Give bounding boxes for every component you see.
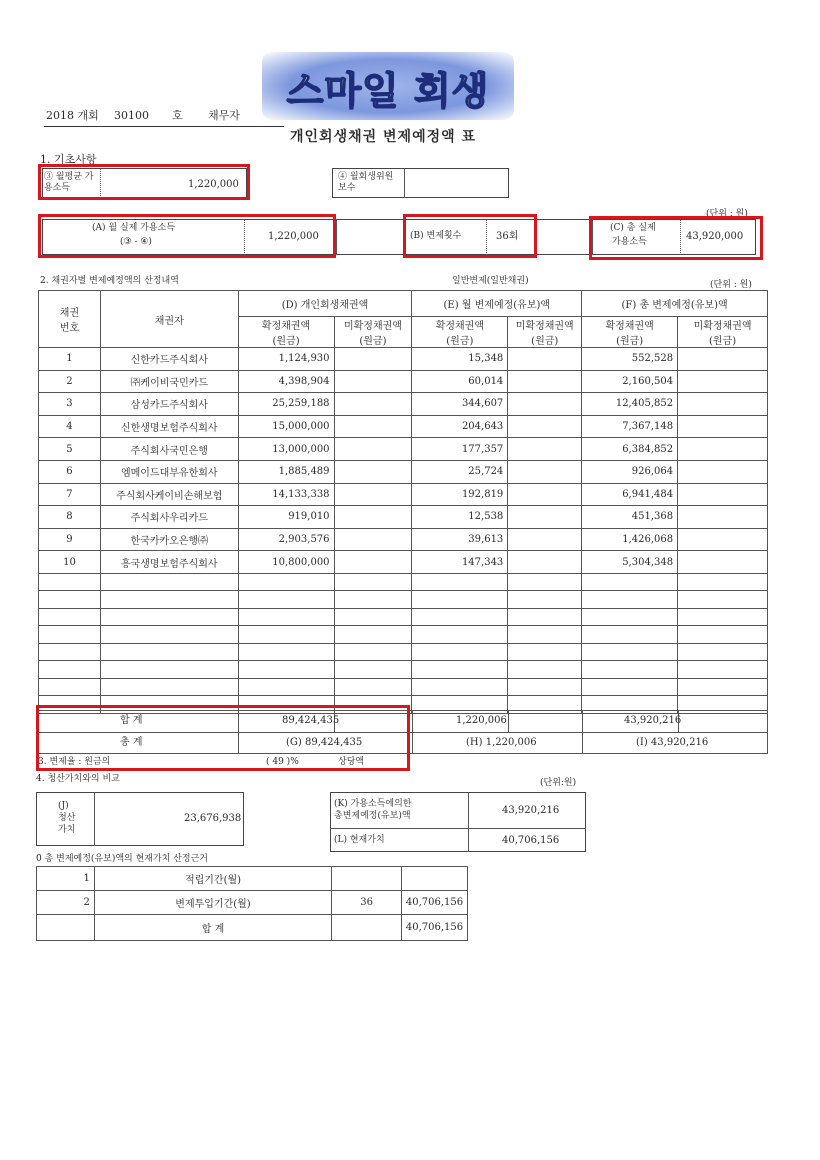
f-unconfirmed: 미확정채권액 [693, 321, 752, 332]
empty-cell [100, 608, 238, 626]
row-e-unconfirmed [508, 460, 582, 483]
empty-cell [508, 608, 582, 626]
section1-title: 1. 기초사항 [40, 153, 97, 166]
sum-e: 1,220,006 [456, 715, 507, 726]
row-f-confirmed: 451,368 [582, 506, 678, 529]
section3-label: 3. 변제율 : 원금의 [38, 757, 111, 767]
k-label: (K) 가용소득에의한 [334, 799, 412, 809]
present-value-table [36, 866, 468, 941]
c-label: (C) 총 실제 [610, 223, 656, 233]
empty-cell [678, 678, 768, 696]
empty-cell [412, 643, 508, 661]
row-d-confirmed: 919,010 [238, 506, 334, 529]
d-unconfirmed-won: (원금) [359, 336, 387, 347]
d-confirmed: 확정채권액 [261, 321, 311, 332]
row-f-unconfirmed [678, 348, 768, 371]
c-value: 43,920,000 [686, 231, 744, 242]
empty-cell [334, 573, 412, 591]
total-i: (I) 43,920,216 [636, 737, 709, 748]
row-d-unconfirmed [334, 438, 412, 461]
a-formula: (③ - ④) [120, 237, 152, 247]
header-rule [44, 126, 284, 127]
row-d-confirmed: 1,124,930 [238, 348, 334, 371]
empty-cell [412, 626, 508, 644]
row-e-unconfirmed [508, 483, 582, 506]
row-f-confirmed: 5,304,348 [582, 551, 678, 574]
empty-row [39, 643, 768, 661]
empty-cell [334, 661, 412, 679]
col-no-label: 채권 [59, 308, 80, 319]
empty-row [39, 608, 768, 626]
row-no: 5 [39, 438, 101, 461]
pv-row2-value: 40,706,156 [402, 891, 468, 915]
table-row [39, 460, 768, 483]
empty-row [39, 661, 768, 679]
row-no: 1 [39, 348, 101, 371]
year-label: 2018 개회 [46, 109, 99, 122]
e-confirmed: 확정채권액 [435, 321, 484, 332]
pv-row2-no: 2 [37, 891, 95, 915]
row-e-unconfirmed [508, 528, 582, 551]
table-row [39, 551, 768, 574]
empty-cell [508, 661, 582, 679]
row-creditor: 주식회사케이비손해보험 [100, 483, 238, 506]
empty-cell [582, 661, 678, 679]
section5-title: 0 총 변제예정(유보)액의 현재가치 산정근거 [36, 854, 208, 864]
d-unconfirmed: 미확정채권액 [343, 321, 402, 332]
table-row [39, 393, 768, 416]
row-f-unconfirmed [678, 551, 768, 574]
empty-cell [412, 591, 508, 609]
row-d-unconfirmed [334, 483, 412, 506]
section2-title: 2. 채권자별 변제예정액의 산정내역 [40, 276, 179, 286]
empty-cell [412, 661, 508, 679]
row-no: 9 [39, 528, 101, 551]
l-value: 40,706,156 [502, 835, 560, 846]
pv-row1-no: 1 [37, 867, 95, 891]
empty-cell [508, 626, 582, 644]
j-label-2: 청산 [58, 813, 76, 823]
row-d-unconfirmed [334, 415, 412, 438]
row-d-confirmed: 25,259,188 [238, 393, 334, 416]
a-value: 1,220,000 [268, 231, 319, 242]
table-row [39, 348, 768, 371]
empty-row [39, 591, 768, 609]
k-value: 43,920,216 [502, 805, 560, 816]
row-no: 4 [39, 415, 101, 438]
empty-cell [334, 643, 412, 661]
empty-cell [100, 661, 238, 679]
sum-label: 합 계 [120, 715, 143, 726]
highlight-b [403, 214, 537, 258]
empty-cell [238, 678, 334, 696]
row-f-unconfirmed [678, 438, 768, 461]
j-label-3: 가치 [58, 825, 76, 835]
smile-logo [262, 52, 514, 120]
row-d-confirmed: 13,000,000 [238, 438, 334, 461]
empty-row [39, 626, 768, 644]
total-label: 총 계 [120, 737, 143, 748]
row-d-confirmed: 4,398,904 [238, 370, 334, 393]
row-d-unconfirmed [334, 506, 412, 529]
empty-cell [238, 573, 334, 591]
row-e-confirmed: 344,607 [412, 393, 508, 416]
empty-cell [582, 608, 678, 626]
highlight-c [589, 216, 763, 260]
debtor-label: 채무자 [208, 109, 240, 122]
col-f: (F) 총 변제예정(유보)액 [582, 291, 768, 317]
a-label: (A) 월 실제 가용소득 [92, 223, 175, 233]
unit-note-1: (단위 : 원) [706, 209, 748, 219]
row-creditor: 주식회사우리카드 [100, 506, 238, 529]
row-f-confirmed: 552,528 [582, 348, 678, 371]
table-row [39, 528, 768, 551]
highlight-totals [36, 705, 410, 771]
row-d-unconfirmed [334, 393, 412, 416]
sum-f: 43,920,216 [624, 715, 682, 726]
table-row [39, 483, 768, 506]
sum-d: 89,424,435 [282, 715, 340, 726]
row-f-confirmed: 2,160,504 [582, 370, 678, 393]
row-creditor: 한국카카오은행㈜ [100, 528, 238, 551]
monthly-income-value: 1,220,000 [188, 179, 239, 190]
row-f-unconfirmed [678, 528, 768, 551]
empty-cell [39, 573, 101, 591]
row-d-unconfirmed [334, 348, 412, 371]
table-row [39, 438, 768, 461]
row-no: 7 [39, 483, 101, 506]
empty-cell [582, 573, 678, 591]
col-creditor: 채권자 [100, 291, 238, 348]
row-e-confirmed: 12,538 [412, 506, 508, 529]
pv-sum-label: 합 계 [94, 915, 331, 941]
row-no: 10 [39, 551, 101, 574]
empty-cell [100, 591, 238, 609]
row-f-unconfirmed [678, 460, 768, 483]
j-value: 23,676,938 [184, 813, 242, 824]
row-e-unconfirmed [508, 438, 582, 461]
empty-cell [508, 643, 582, 661]
row-e-confirmed: 204,643 [412, 415, 508, 438]
creditor-table [38, 290, 768, 714]
row-no: 3 [39, 393, 101, 416]
empty-cell [100, 573, 238, 591]
empty-cell [39, 591, 101, 609]
empty-cell [678, 661, 768, 679]
f-confirmed-won: (원금) [616, 336, 644, 347]
row-creditor: ㈜케이비국민카드 [100, 370, 238, 393]
empty-cell [508, 678, 582, 696]
row-f-unconfirmed [678, 370, 768, 393]
empty-cell [39, 608, 101, 626]
empty-cell [334, 626, 412, 644]
e-unconfirmed: 미확정채권액 [515, 321, 574, 332]
case-number: 30100 [114, 109, 149, 122]
table-row [39, 506, 768, 529]
empty-cell [582, 626, 678, 644]
row-e-confirmed: 177,357 [412, 438, 508, 461]
row-no: 2 [39, 370, 101, 393]
section4-title: 4. 청산가치와의 비교 [36, 774, 120, 784]
row-creditor: 주식회사국민은행 [100, 438, 238, 461]
f-confirmed: 확정채권액 [605, 321, 654, 332]
table-row [39, 370, 768, 393]
empty-cell [412, 573, 508, 591]
highlight-monthly-income [38, 164, 250, 200]
row-f-confirmed: 7,367,148 [582, 415, 678, 438]
empty-row [39, 678, 768, 696]
row-creditor: 삼성카드주식회사 [100, 393, 238, 416]
row-no: 8 [39, 506, 101, 529]
empty-cell [100, 678, 238, 696]
row-creditor: 신한카드주식회사 [100, 348, 238, 371]
empty-cell [412, 608, 508, 626]
k-label-2: 총변제예정(유보)액 [334, 811, 411, 821]
pv-row2-months: 36 [332, 891, 402, 915]
empty-row [39, 573, 768, 591]
row-e-confirmed: 192,819 [412, 483, 508, 506]
row-f-unconfirmed [678, 393, 768, 416]
row-e-confirmed: 60,014 [412, 370, 508, 393]
empty-cell [678, 643, 768, 661]
empty-cell [334, 678, 412, 696]
row-d-unconfirmed [334, 528, 412, 551]
row-d-confirmed: 1,885,489 [238, 460, 334, 483]
empty-cell [238, 608, 334, 626]
row-f-confirmed: 6,941,484 [582, 483, 678, 506]
pv-sum-value: 40,706,156 [402, 915, 468, 941]
empty-cell [100, 643, 238, 661]
empty-cell [678, 608, 768, 626]
row-e-unconfirmed [508, 506, 582, 529]
row-e-unconfirmed [508, 370, 582, 393]
row-e-unconfirmed [508, 415, 582, 438]
row-d-unconfirmed [334, 460, 412, 483]
empty-cell [39, 626, 101, 644]
row-no: 6 [39, 460, 101, 483]
row-f-confirmed: 6,384,852 [582, 438, 678, 461]
table-row [39, 415, 768, 438]
f-unconfirmed-won: (원금) [708, 336, 737, 347]
row-d-unconfirmed [334, 370, 412, 393]
empty-cell [39, 643, 101, 661]
empty-cell [582, 678, 678, 696]
row-e-unconfirmed [508, 551, 582, 574]
empty-cell [582, 643, 678, 661]
empty-cell [334, 608, 412, 626]
trustee-fee-label: ④ 월회생위원 보수 [338, 172, 394, 193]
e-confirmed-won: (원금) [446, 336, 474, 347]
repayment-rate: ( 49 )% [266, 757, 299, 767]
empty-cell [238, 626, 334, 644]
row-e-unconfirmed [508, 348, 582, 371]
row-f-unconfirmed [678, 506, 768, 529]
l-label: (L) 현재가치 [334, 835, 385, 845]
row-creditor: 신한생명보험주식회사 [100, 415, 238, 438]
empty-cell [238, 591, 334, 609]
row-e-unconfirmed [508, 393, 582, 416]
row-d-confirmed: 14,133,338 [238, 483, 334, 506]
monthly-income-label: ③ 월평균 가용소득 [44, 172, 94, 193]
row-d-confirmed: 15,000,000 [238, 415, 334, 438]
b-value: 36회 [496, 231, 519, 242]
row-d-unconfirmed [334, 551, 412, 574]
section2-subtitle: 일반변제(일반채권) [452, 276, 529, 286]
row-f-unconfirmed [678, 415, 768, 438]
ho-label: 호 [172, 109, 183, 122]
row-creditor: 엠메이드대부유한회사 [100, 460, 238, 483]
row-f-unconfirmed [678, 483, 768, 506]
row-creditor: 흥국생명보험주식회사 [100, 551, 238, 574]
j-label: (J) [58, 801, 69, 811]
d-confirmed-won: (원금) [272, 336, 300, 347]
row-d-confirmed: 2,903,576 [238, 528, 334, 551]
row-f-confirmed: 1,426,068 [582, 528, 678, 551]
empty-cell [508, 591, 582, 609]
row-e-confirmed: 15,348 [412, 348, 508, 371]
col-no-label-2: 번호 [59, 323, 80, 334]
empty-cell [334, 591, 412, 609]
row-f-confirmed: 926,064 [582, 460, 678, 483]
empty-cell [39, 661, 101, 679]
c-label-2: 가용소득 [612, 237, 647, 247]
unit-note-2: (단위 : 원) [710, 280, 752, 290]
pv-row2-label: 변제투입기간(월) [94, 891, 331, 915]
unit-note-4: (단위:원) [540, 778, 577, 788]
row-f-confirmed: 12,405,852 [582, 393, 678, 416]
document-title: 개인회생채권 변제예정액 표 [290, 129, 477, 145]
row-e-confirmed: 39,613 [412, 528, 508, 551]
e-unconfirmed-won: (원금) [531, 336, 559, 347]
empty-cell [238, 661, 334, 679]
empty-cell [238, 643, 334, 661]
col-d: (D) 개인회생채권액 [238, 291, 412, 317]
col-e: (E) 월 변제예정(유보)액 [412, 291, 582, 317]
highlight-a [38, 214, 336, 258]
empty-cell [100, 626, 238, 644]
rate-suffix: 상당액 [338, 757, 365, 767]
b-label: (B) 변제횟수 [410, 231, 462, 241]
row-e-confirmed: 147,343 [412, 551, 508, 574]
empty-cell [39, 678, 101, 696]
empty-cell [412, 678, 508, 696]
total-h: (H) 1,220,006 [466, 737, 537, 748]
empty-cell [582, 591, 678, 609]
row-e-confirmed: 25,724 [412, 460, 508, 483]
empty-cell [508, 573, 582, 591]
empty-cell [678, 626, 768, 644]
pv-row1-label: 적립기간(월) [94, 867, 331, 891]
logo-text: 스마일 회생 [286, 69, 490, 113]
row-d-confirmed: 10,800,000 [238, 551, 334, 574]
empty-cell [678, 573, 768, 591]
total-g: (G) 89,424,435 [286, 737, 363, 748]
empty-cell [678, 591, 768, 609]
